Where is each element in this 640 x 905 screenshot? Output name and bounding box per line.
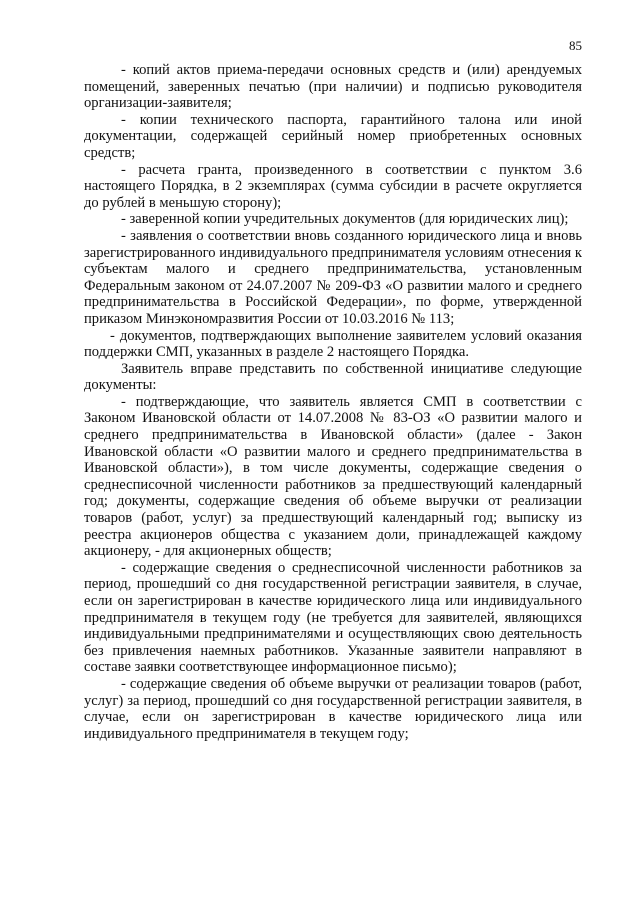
document-body: [84, 62, 582, 742]
paragraph-item-revenue: - содержащие сведения об объеме выручки от реализации товаров (работ, услуг) за период, прошедший со дня государственной регистрации заявителя, в случае, если он зарегистрирован в качестве юридического лица или индивидуального предпринимателя в текущем году;: [84, 675, 582, 742]
paragraph-item-acts: - копий актов приема-передачи основных средств и (или) арендуемых помещений, заверенных печатью (при наличии) и подписью руководителя организации-заявителя;: [84, 62, 582, 112]
paragraph-item-headcount: - содержащие сведения о среднесписочной численности работников за период, прошедший со дня государственной регистрации заявителя, в случае, если он зарегистрирован в качестве юридического лица или индивидуального предпринимателя в текущем году (не требуется для заявителей, являющихся индивидуальными предпринимателями и осуществляющих свою деятельность без привлечения наемных работников. Указанные заявители направляют в составе заявки соответствующее информационное письмо);: [84, 559, 582, 676]
paragraph-item-sme-confirmation: - подтверждающие, что заявитель является СМП в соответствии с Законом Ивановской области от 14.07.2008 № 83-ОЗ «О развитии малого и среднего предпринимательства в Ивановской области» (далее - Закон Ивановской области «О развитии малого и среднего предпринимательства в Ивановской области»), в том числе документы, содержащие сведения о среднесписочной численности работников за предшествующий календарный год; документы, содержащие сведения об объеме выручки от реализации товаров (работ, услуг) за предшествующий календарный год; выписку из реестра акционеров общества с указанием доли, принадлежащей каждому акционеру, - для акционерных обществ;: [84, 393, 582, 560]
paragraph-item-grant-calculation: - расчета гранта, произведенного в соответствии с пунктом 3.6 настоящего Порядка, в 2 экземплярах (сумма субсидии в расчете округляется до рублей в меньшую сторону);: [84, 161, 582, 211]
paragraph-item-charter-copies: - заверенной копии учредительных документов (для юридических лиц);: [121, 211, 569, 228]
paragraph-optional-intro: Заявитель вправе представить по собственной инициативе следующие документы:: [84, 360, 582, 394]
paragraph-item-sme-statement: - заявления о соответствии вновь созданного юридического лица и вновь зарегистрированного индивидуального предпринимателя условиям отнесения к субъектам малого и среднего предпринимательства, установленным Федеральным законом от 24.07.2007 № 209-ФЗ «О развитии малого и среднего предпринимательства в Российской Федерации», по форме, утвержденной приказом Минэкономразвития России от 10.03.2016 № 113;: [84, 227, 582, 327]
page-number: 85: [569, 38, 582, 53]
paragraph-item-support-conditions: - документов, подтверждающих выполнение заявителем условий оказания поддержки СМП, указанных в разделе 2 настоящего Порядка.: [84, 327, 582, 361]
paragraph-item-passport: - копии технического паспорта, гарантийного талона или иной документации, содержащей серийный номер приобретенных основных средств;: [84, 111, 582, 161]
